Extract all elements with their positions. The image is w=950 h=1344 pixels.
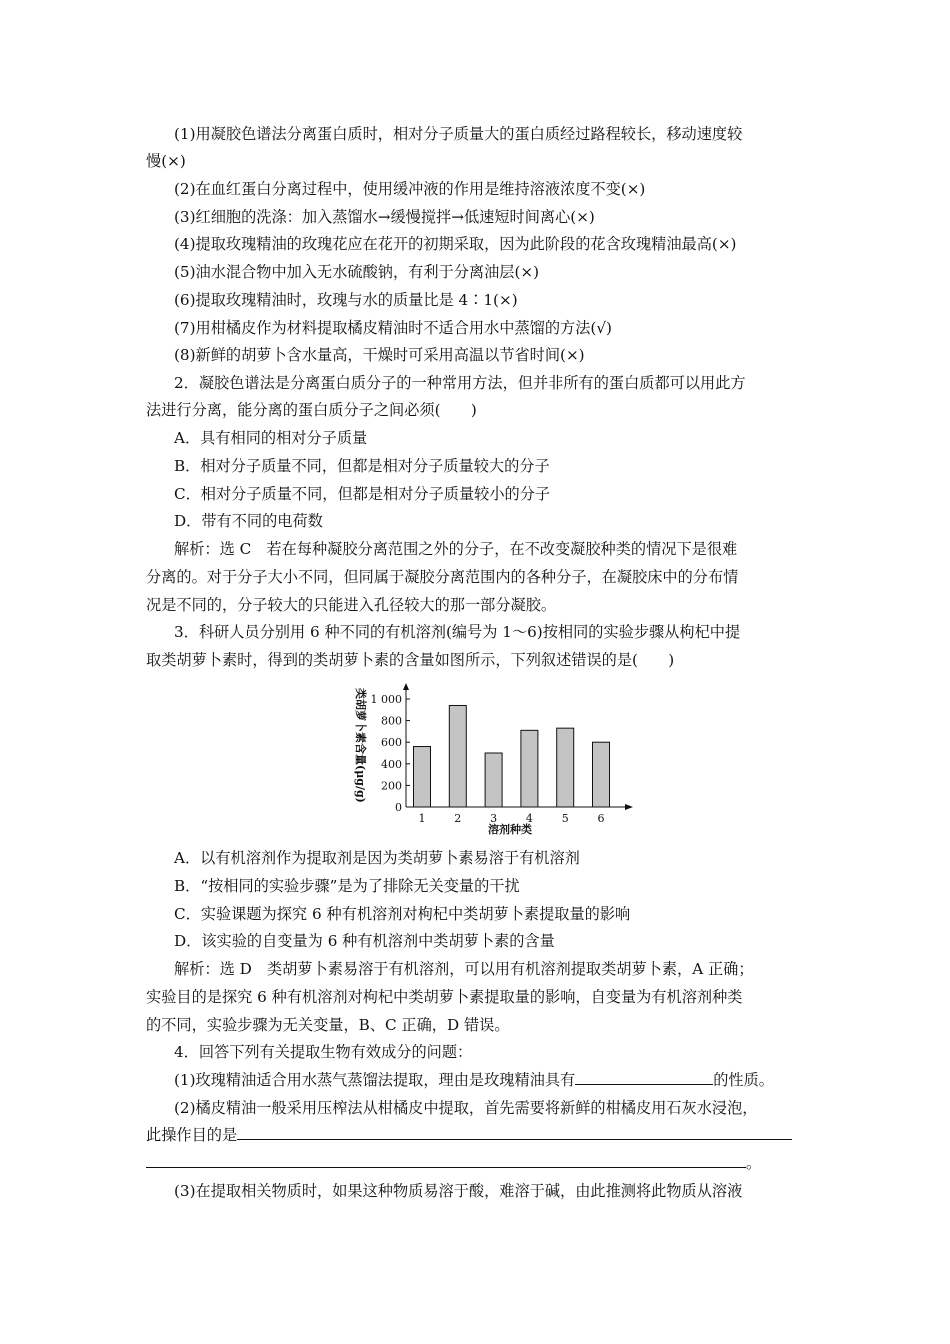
q1-item-7: (7)用柑橘皮作为材料提取橘皮精油时不适合用水中蒸馏的方法(√) [174,319,612,337]
q2-analysis-line1: 解析：选 C 若在每种凝胶分离范围之外的分子，在不改变凝胶种类的情况下是很难 [174,540,738,558]
bar-2 [449,705,466,807]
q4-part1-text: (1)玫瑰精油适合用水蒸气蒸馏法提取，理由是玫瑰精油具有 [174,1071,576,1089]
q3-stem-line1: 3．科研人员分别用 6 种不同的有机溶剂(编号为 1～6)按相同的实验步骤从枸杞中提 [174,623,741,641]
q4-part1-tail: 的性质。 [713,1071,774,1089]
q1-item-5: (5)油水混合物中加入无水硫酸钠，有利于分离油层(×) [174,263,540,281]
q1-item-8: (8)新鲜的胡萝卜含水量高，干燥时可采用高温以节省时间(×) [174,346,585,364]
x-tick-label: 2 [454,812,462,825]
y-tick-label: 600 [381,736,402,750]
y-tick-label: 800 [381,714,402,728]
q4-part2-line2 [146,1125,826,1145]
q4-part2-line3 [146,1153,826,1173]
y-ticks [371,693,411,814]
q1-item-2: (2)在血红蛋白分离过程中，使用缓冲液的作用是维持溶液浓度不变(×) [174,180,646,198]
q3-analysis-line1: 解析：选 D 类胡萝卜素易溶于有机溶剂，可以用有机溶剂提取类胡萝卜素，A 正确； [174,960,754,978]
q1-item-4: (4)提取玫瑰精油的玫瑰花应在花开的初期采取，因为此阶段的花含玫瑰精油最高(×) [174,235,737,253]
q2-analysis-line2: 分离的。对于分子大小不同，但同属于凝胶分离范围内的各种分子，在凝胶床中的分布情 [146,568,739,586]
q1-item-1-line1: (1)用凝胶色谱法分离蛋白质时，相对分子质量大的蛋白质经过路程较长，移动速度较 [174,125,743,143]
bar-4 [521,730,538,807]
q3-option-a: A．以有机溶剂作为提取剂是因为类胡萝卜素易溶于有机溶剂 [174,849,580,867]
y-tick-label: 0 [395,801,402,814]
q3-option-b: B．“按相同的实验步骤”是为了排除无关变量的干扰 [174,877,520,895]
q4-part1 [174,1070,854,1090]
bars [414,705,610,807]
bar-chart [345,680,645,840]
x-tick-label: 5 [561,812,569,825]
q1-item-1-line2: 慢(×) [146,152,186,170]
q2-option-b: B．相对分子质量不同，但都是相对分子质量较大的分子 [174,457,550,475]
q4-part2-blank-1[interactable] [237,1125,792,1140]
q4-part2-line1: (2)橘皮精油一般采用压榨法从柑橘皮中提取，首先需要将新鲜的柑橘皮用石灰水浸泡， [174,1099,758,1117]
q4-part1-blank[interactable] [575,1070,713,1085]
x-tick-label: 6 [597,812,605,825]
q4-stem: 4．回答下列有关提取生物有效成分的问题： [174,1043,473,1061]
q1-item-6: (6)提取玫瑰精油时，玫瑰与水的质量比是 4∶1(×) [174,291,518,309]
y-tick-label: 1 000 [370,693,402,706]
x-tick-label: 1 [418,812,426,825]
q3-analysis-line2: 实验目的是探究 6 种有机溶剂对枸杞中类胡萝卜素提取量的影响，自变量为有机溶剂种类 [146,988,743,1006]
q3-analysis-line3: 的不同，实验步骤为无关变量，B、C 正确，D 错误。 [146,1016,510,1034]
y-axis-label-text: 类胡萝卜素含量(μg/g) [354,688,367,803]
y-tick-label: 200 [381,779,402,793]
q2-option-a: A．具有相同的相对分子质量 [174,429,368,447]
y-axis-label [354,688,368,803]
q3-option-c: C．实验课题为探究 6 种有机溶剂对枸杞中类胡萝卜素提取量的影响 [174,905,631,923]
x-tick-label: 4 [525,812,533,825]
q1-item-3: (3)红细胞的洗涤：加入蒸馏水→缓慢搅拌→低速短时间离心(×) [174,208,595,226]
q3-stem-line2: 取类胡萝卜素时，得到的类胡萝卜素的含量如图所示，下列叙述错误的是( ) [146,651,675,669]
q4-part2-text: 此操作目的是 [146,1126,238,1144]
q4-part3: (3)在提取相关物质时，如果这种物质易溶于酸，难溶于碱，由此推测将此物质从溶液 [174,1182,743,1200]
q2-option-d: D．带有不同的电荷数 [174,512,323,530]
bar-3 [485,753,502,807]
q2-analysis-line3: 况是不同的，分子较大的只能进入孔径较大的那一部分凝胶。 [146,596,557,614]
bar-5 [557,728,574,807]
x-axis-label: 溶剂种类 [488,823,532,836]
y-axis-arrow [403,683,409,690]
bar-1 [414,747,431,807]
q2-stem-line2: 法进行分离，能分离的蛋白质分子之间必须( ) [146,401,477,419]
bar-6 [593,742,610,807]
q4-part2-blank-2[interactable] [146,1153,746,1168]
q4-part2-end: 。 [746,1154,762,1172]
q3-option-d: D．该实验的自变量为 6 种有机溶剂中类胡萝卜素的含量 [174,932,555,950]
q2-option-c: C．相对分子质量不同，但都是相对分子质量较小的分子 [174,485,551,503]
y-tick-label: 400 [381,757,402,771]
x-axis-arrow [625,804,633,810]
q2-stem-line1: 2．凝胶色谱法是分离蛋白质分子的一种常用方法，但并非所有的蛋白质都可以用此方 [174,374,746,392]
x-tick-label: 3 [490,812,498,825]
